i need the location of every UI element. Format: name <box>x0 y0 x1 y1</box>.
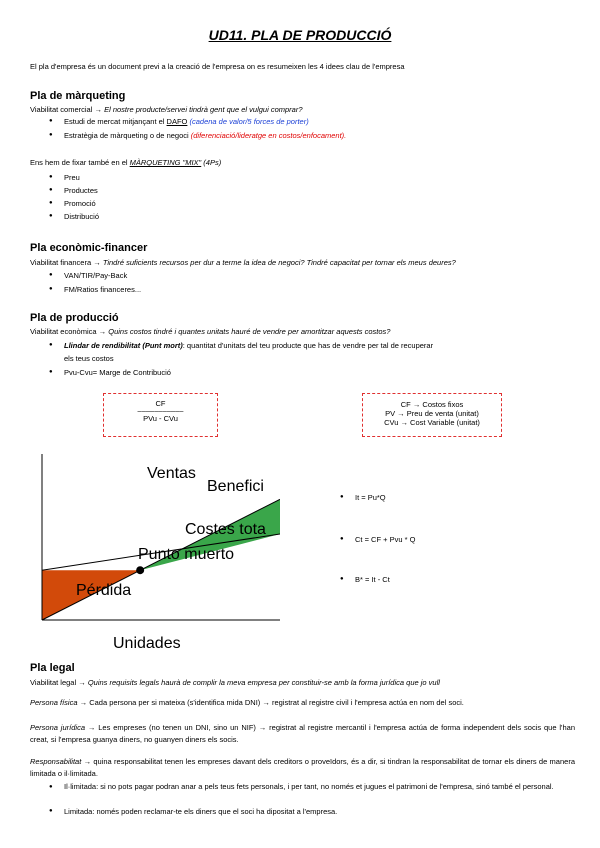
label-perdida: Pérdida <box>76 582 132 599</box>
legal-viability: Viabilitat legal → Quins requisits legals haurà de complir la meva empresa per constituir-se amb la forma jurídica que jo vull <box>30 678 440 687</box>
heading-financer: Pla econòmic-financer <box>30 242 148 254</box>
legal-bullet-ilimitada: ● Il·limitada: si no pots pagar podran anar a pels teus fets personals, i per tant, no només et jugues el patrimoni de l'empresa, sinó també el personal. <box>64 781 575 793</box>
ps-item: ● Promoció <box>64 199 96 208</box>
legend-box-costs: CF → Costos fixos PV → Preu de venta (unitat) CVu → Cost Variable (unitat) <box>362 393 502 437</box>
produccio-bullet-1-cont: els teus costos <box>64 354 114 363</box>
produccio-bullet-1: ● Llindar de rendibilitat (Punt mort): quantitat d'unitats del teu producte que has de vendre per tal de recuperar <box>64 341 433 350</box>
financer-bullet: ● VAN/TIR/Pay-Back <box>64 271 127 280</box>
marqueting-bullet-1: ● Estudi de mercat mitjançant el DAFO (cadena de valor/5 forces de porter) <box>64 117 309 126</box>
legal-bullet-limitada: ● Limitada: només poden reclamar-te els diners que el soci ha dipositat a l'empresa. <box>64 807 337 816</box>
page-title: UD11. PLA DE PRODUCCIÓ <box>208 27 392 43</box>
marqueting-mix-line: Ens hem de fixar també en el MÀRQUETING "MIX" (4Ps) <box>30 158 222 167</box>
ps-item: ● Productes <box>64 186 98 195</box>
financer-bullet: ● FM/Ratios financeres... <box>64 285 141 294</box>
breakeven-chart <box>40 452 280 652</box>
label-costes: Costes tota <box>185 521 266 538</box>
ps-item: ● Preu <box>64 173 80 182</box>
legal-persona-fisica: Persona física → Cada persona per si mateixa (s'identifica mida DNI) → registrat al registre civil i l'empresa actúa en nom del soci. <box>30 698 464 707</box>
financer-viability: Viabilitat financera → Tindré suficients recursos per dur a terme la idea de negoci? Tindré capacitat per tornar els meus deures? <box>30 258 456 267</box>
formula-box-breakeven: CF ––––––––––– PVu - CVu <box>103 393 218 437</box>
produccio-bullet-2: ● Pvu-Cvu= Marge de Contribució <box>64 368 171 377</box>
heading-legal: Pla legal <box>30 662 75 674</box>
intro-text: El pla d'empresa és un document previ a la creació de l'empresa on es resumeixen les 4 idees clau de l'empresa <box>30 62 405 71</box>
formula-cost: ● Ct = CF + Pvu * Q <box>355 535 415 544</box>
ps-item: ● Distribució <box>64 212 99 221</box>
formula-benefit: ● B* = It - Ct <box>355 575 390 584</box>
heading-marqueting: Pla de màrqueting <box>30 90 126 102</box>
mix-link[interactable]: MÀRQUETING "MIX" <box>129 158 202 167</box>
label-punto-muerto: Punto muerto <box>138 546 235 563</box>
heading-produccio: Pla de producció <box>30 312 119 324</box>
marqueting-bullet-2: ● Estratègia de màrqueting o de negoci (diferenciació/lideratge en costos/enfocament). <box>64 131 346 140</box>
legal-responsabilitat: Responsabilitat → quina responsabilitat tenen les empreses davant dels creditors o proveïdors, és a dir, si tindran la responsabilitat de tornar els diners de manera limitada o il·limitada. <box>30 757 575 778</box>
formula-income: ● It = Pu*Q <box>355 493 386 502</box>
dafo-link[interactable]: DAFO <box>166 117 188 126</box>
marqueting-viability: Viabilitat comercial → El nostre producte/servei tindrà gent que el vulgui comprar? <box>30 105 303 114</box>
label-beneficio: Benefici <box>207 478 264 495</box>
legal-persona-juridica: Persona jurídica → Les empreses (no tenen un DNI, sino un NIF) → registrat al registre mercantil i l'empresa actúa de forma independent dels socis que l'han creat, si l'empresa guanya diners, no guanyen diners els socis. <box>30 723 575 744</box>
break-even-point <box>136 566 144 574</box>
label-ventas: Ventas <box>147 465 196 482</box>
produccio-viability: Viabilitat econòmica → Quins costos tindré i quantes unitats hauré de vendre per amortitzar aquests costos? <box>30 327 391 336</box>
x-axis-label: Unidades <box>113 635 181 652</box>
